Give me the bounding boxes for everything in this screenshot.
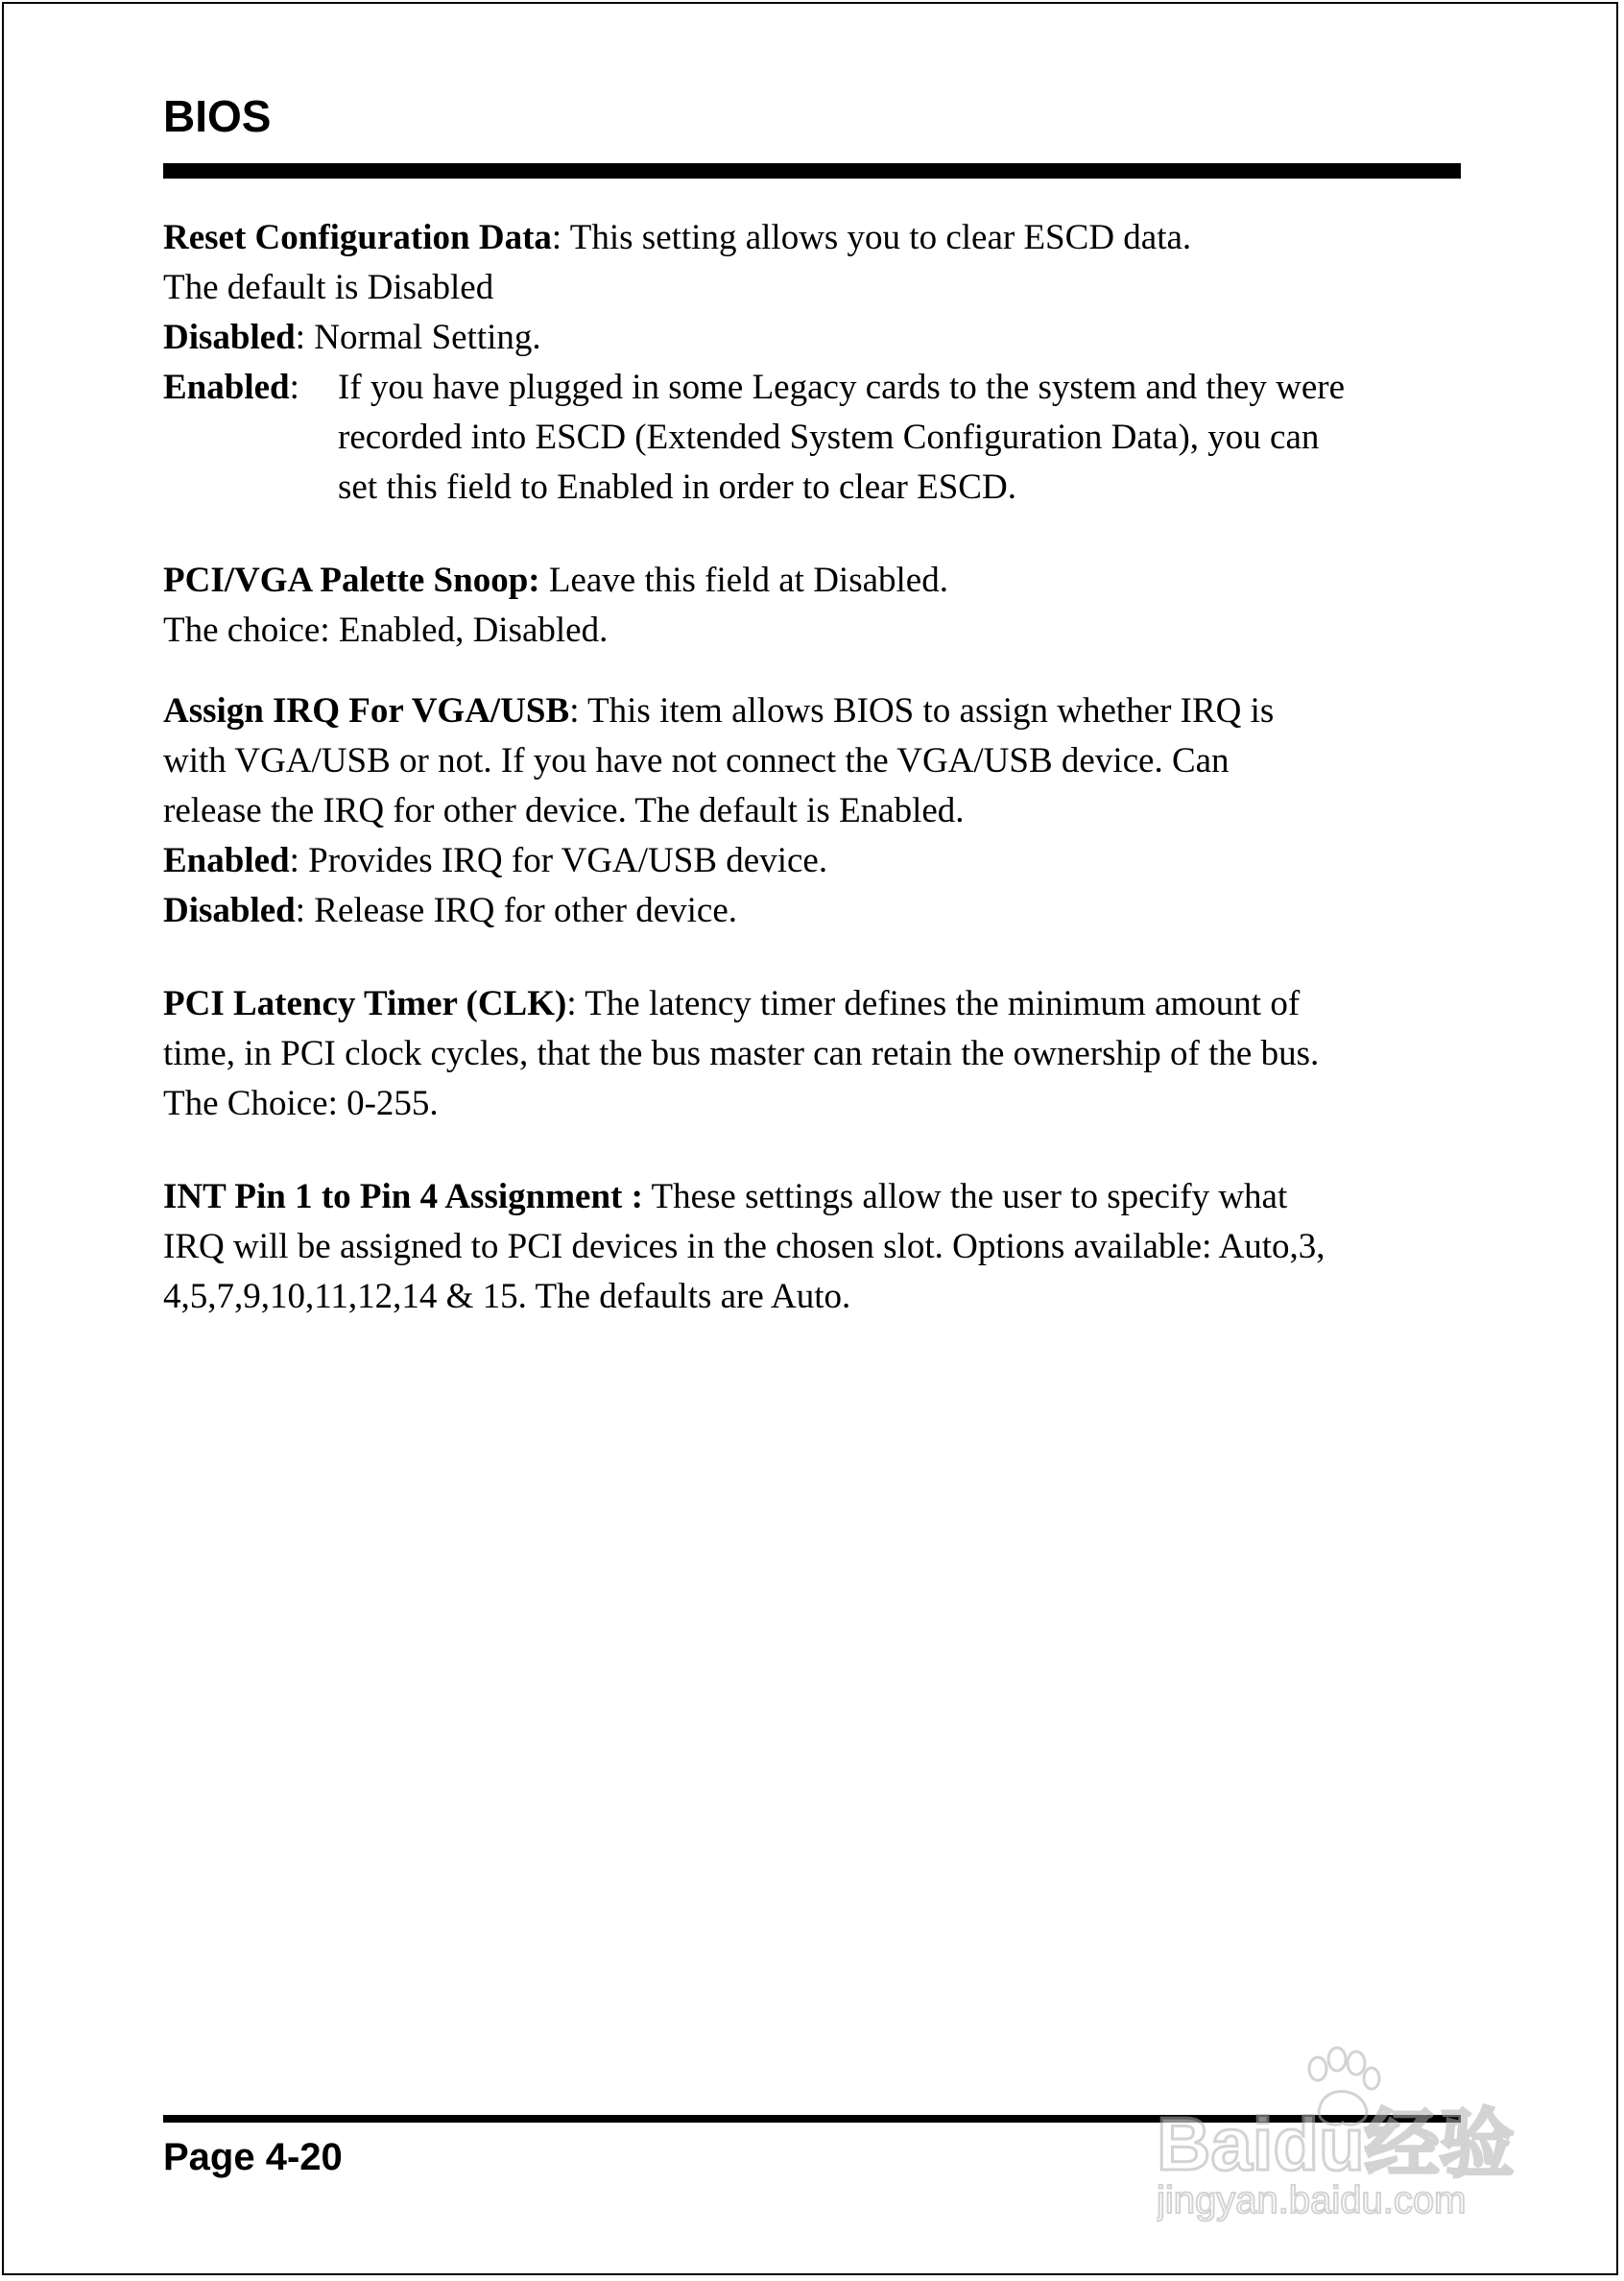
reset-disabled-label: Disabled bbox=[163, 318, 296, 357]
latency-intro-line bbox=[163, 979, 1461, 1029]
int-pin-line: IRQ will be assigned to PCI devices in the chosen slot. Options available: Auto,3, bbox=[163, 1227, 1325, 1266]
assign-irq-desc: : This item allows BIOS to assign whether IRQ is bbox=[569, 691, 1275, 731]
palette-label: PCI/VGA Palette Snoop: bbox=[163, 561, 540, 600]
assign-irq-line: with VGA/USB or not. If you have not connect the VGA/USB device. Can bbox=[163, 741, 1230, 780]
latency-line: time, in PCI clock cycles, that the bus master can retain the ownership of the bus. bbox=[163, 1034, 1320, 1073]
reset-default-line: The default is Disabled bbox=[163, 268, 494, 307]
assign-irq-line: release the IRQ for other device. The default is Enabled. bbox=[163, 791, 965, 830]
reset-enabled-line: set this field to Enabled in order to clear ESCD. bbox=[338, 468, 1016, 507]
section-assign-irq bbox=[163, 686, 1461, 936]
reset-label: Reset Configuration Data bbox=[163, 218, 552, 257]
assign-irq-disabled-text: : Release IRQ for other device. bbox=[295, 891, 738, 930]
reset-enabled-line: If you have plugged in some Legacy cards to the system and they were bbox=[338, 368, 1346, 407]
reset-intro-line bbox=[163, 213, 1461, 263]
page-header-title: BIOS bbox=[163, 91, 272, 141]
watermark-brand: Baidu经验 bbox=[1157, 2101, 1515, 2186]
palette-desc: Leave this field at Disabled. bbox=[539, 561, 948, 600]
latency-line: The Choice: 0-255. bbox=[163, 1084, 439, 1123]
reset-desc: : This setting allows you to clear ESCD data. bbox=[551, 218, 1192, 257]
palette-choice-line: The choice: Enabled, Disabled. bbox=[163, 611, 609, 650]
assign-irq-disabled-label: Disabled bbox=[163, 891, 296, 930]
section-pci-vga-palette-snoop bbox=[163, 556, 1461, 656]
int-pin-label: INT Pin 1 to Pin 4 Assignment : bbox=[163, 1177, 643, 1216]
assign-irq-label: Assign IRQ For VGA/USB bbox=[163, 691, 570, 731]
reset-disabled-line bbox=[163, 313, 1461, 363]
assign-irq-disabled-line bbox=[163, 886, 1461, 936]
latency-label: PCI Latency Timer (CLK) bbox=[163, 984, 567, 1023]
assign-irq-enabled-label: Enabled bbox=[163, 841, 290, 880]
int-pin-line: 4,5,7,9,10,11,12,14 & 15. The defaults are Auto. bbox=[163, 1277, 851, 1316]
assign-irq-enabled-text: : Provides IRQ for VGA/USB device. bbox=[289, 841, 828, 880]
int-pin-intro-line bbox=[163, 1172, 1461, 1222]
document-body bbox=[163, 213, 1461, 1322]
section-pci-latency-timer bbox=[163, 979, 1461, 1129]
reset-enabled-text bbox=[338, 363, 1345, 513]
int-pin-desc: These settings allow the user to specify what bbox=[642, 1177, 1288, 1216]
reset-enabled-label: Enabled bbox=[163, 368, 290, 407]
header-rule bbox=[163, 163, 1461, 179]
baidu-watermark-logo bbox=[1157, 2040, 1531, 2222]
latency-desc: : The latency timer defines the minimum amount of bbox=[566, 984, 1301, 1023]
assign-irq-enabled-line bbox=[163, 836, 1461, 886]
reset-enabled-sep: : bbox=[289, 368, 299, 407]
page-number: Page 4-20 bbox=[163, 2136, 343, 2178]
palette-intro-line bbox=[163, 556, 1461, 606]
watermark-url: jingyan.baidu.com bbox=[1157, 2179, 1467, 2221]
reset-disabled-text: : Normal Setting. bbox=[295, 318, 541, 357]
section-reset-configuration-data bbox=[163, 213, 1461, 513]
reset-enabled-option bbox=[163, 363, 1461, 513]
assign-irq-intro-line bbox=[163, 686, 1461, 736]
reset-enabled-line: recorded into ESCD (Extended System Configuration Data), you can bbox=[338, 418, 1320, 457]
section-int-pin-assignment bbox=[163, 1172, 1461, 1322]
